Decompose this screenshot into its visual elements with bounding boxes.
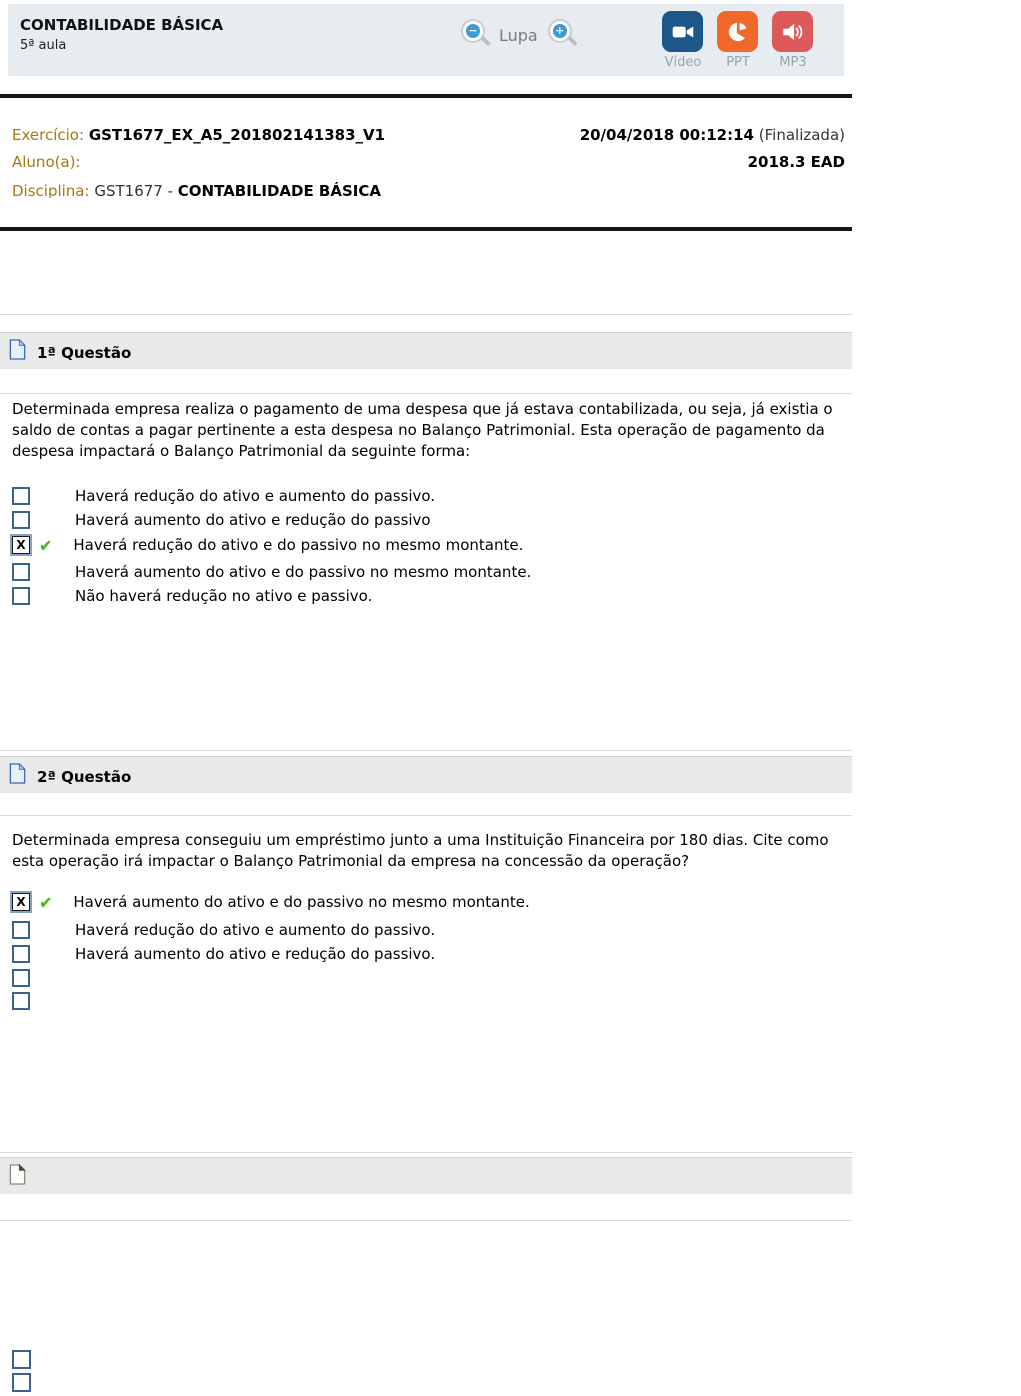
divider <box>0 227 852 231</box>
ppt-button-label: PPT <box>726 55 750 70</box>
video-button-label: Vídeo <box>664 55 702 70</box>
answer-checkbox[interactable] <box>12 1350 31 1369</box>
separator <box>0 1220 852 1221</box>
exercise-status: (Finalizada) <box>758 126 845 144</box>
zoom-controls <box>460 18 577 52</box>
answer-checkbox[interactable] <box>12 511 30 529</box>
question-1-header <box>0 332 852 369</box>
exercise-info <box>0 120 852 198</box>
exercise-code: GST1677_EX_A5_201802141383_V1 <box>88 126 386 144</box>
pie-chart-icon <box>717 11 758 52</box>
media-buttons <box>662 11 814 70</box>
answer-option[interactable] <box>12 510 431 530</box>
answer-option-selected[interactable] <box>12 535 523 555</box>
answer-checkbox[interactable] <box>12 587 30 605</box>
answer-option[interactable] <box>12 486 435 506</box>
video-button[interactable] <box>662 11 704 70</box>
ppt-button[interactable] <box>717 11 759 70</box>
lesson-subtitle: 5ª aula <box>20 38 67 53</box>
question-1-text: Determinada empresa realiza o pagamento de uma despesa que já estava contabilizada, ou seja, já existia o saldo de contas a pagar pertinente a esta despesa no Balanço Patrimonial. Esta operação de pagamento da despesa impactará o Balanço Patrimonial da seguinte forma: <box>12 400 833 460</box>
mp3-button[interactable] <box>772 11 814 70</box>
separator <box>0 393 852 394</box>
discipline-name: CONTABILIDADE BÁSICA <box>177 182 381 198</box>
answer-label: Haverá redução do ativo e aumento do passivo. <box>75 921 436 939</box>
student-label: Aluno(a): <box>12 153 81 171</box>
answer-checkbox[interactable] <box>12 921 30 939</box>
answer-checkbox[interactable] <box>12 1373 31 1392</box>
question-2-text: Determinada empresa conseguiu um empréstimo junto a uma Instituição Financeira por 180 dias. Cite como esta operação irá impactar o Balanço Patrimonial da empresa na concessão da operação? <box>12 831 829 870</box>
answer-option[interactable] <box>12 968 75 988</box>
lesson-title: CONTABILIDADE BÁSICA <box>20 16 224 34</box>
correct-check-icon: ✔ <box>39 535 53 555</box>
answer-label: Não haverá redução no ativo e passivo. <box>75 587 373 605</box>
correct-check-icon: ✔ <box>39 892 53 912</box>
separator <box>0 1152 852 1153</box>
answer-checkbox[interactable] <box>12 563 30 581</box>
answer-checkbox-checked[interactable]: X <box>12 536 30 554</box>
question-2-header <box>0 756 852 793</box>
question-2-title: 2ª Questão <box>37 768 132 786</box>
answer-option[interactable] <box>12 920 435 940</box>
discipline-label: Disciplina: <box>12 182 90 198</box>
exercise-datetime: 20/04/2018 00:12:14 <box>579 126 754 144</box>
divider <box>0 94 852 98</box>
question-1-title: 1ª Questão <box>37 344 132 362</box>
answer-label: Haverá aumento do ativo e redução do passivo <box>75 511 431 529</box>
answer-label: Haverá aumento do ativo e do passivo no mesmo montante. <box>73 893 530 911</box>
zoom-label: Lupa <box>499 25 538 45</box>
answer-option[interactable] <box>12 944 435 964</box>
zoom-in-icon[interactable]: + <box>547 18 577 52</box>
answer-checkbox[interactable] <box>12 992 30 1010</box>
separator <box>0 750 852 751</box>
speaker-icon <box>772 11 813 52</box>
answer-label: Haverá redução do ativo e do passivo no mesmo montante. <box>73 536 524 554</box>
exercise-term: 2018.3 EAD <box>747 153 845 171</box>
separator <box>0 815 852 816</box>
answer-checkbox[interactable] <box>12 969 30 987</box>
document-icon <box>8 1164 27 1189</box>
answer-label: Haverá aumento do ativo e redução do passivo. <box>75 945 436 963</box>
document-icon <box>8 339 27 364</box>
exercise-label: Exercício: <box>12 126 85 144</box>
lesson-header <box>8 4 844 76</box>
answer-option[interactable] <box>12 991 75 1011</box>
answer-checkbox-checked[interactable]: X <box>12 893 30 911</box>
separator <box>0 314 852 315</box>
question-3-header <box>0 1157 852 1194</box>
answer-checkbox[interactable] <box>12 945 30 963</box>
discipline-code: GST1677 - <box>94 182 174 198</box>
answer-option[interactable] <box>12 562 531 582</box>
answer-option[interactable] <box>12 586 372 606</box>
answer-label: Haverá aumento do ativo e do passivo no mesmo montante. <box>75 563 532 581</box>
answer-checkbox[interactable] <box>12 487 30 505</box>
answer-option-selected[interactable] <box>12 892 530 912</box>
video-camera-icon <box>662 11 703 52</box>
document-icon <box>8 763 27 788</box>
zoom-out-icon[interactable]: − <box>460 18 490 52</box>
mp3-button-label: MP3 <box>779 55 807 70</box>
answer-label: Haverá redução do ativo e aumento do passivo. <box>75 487 436 505</box>
